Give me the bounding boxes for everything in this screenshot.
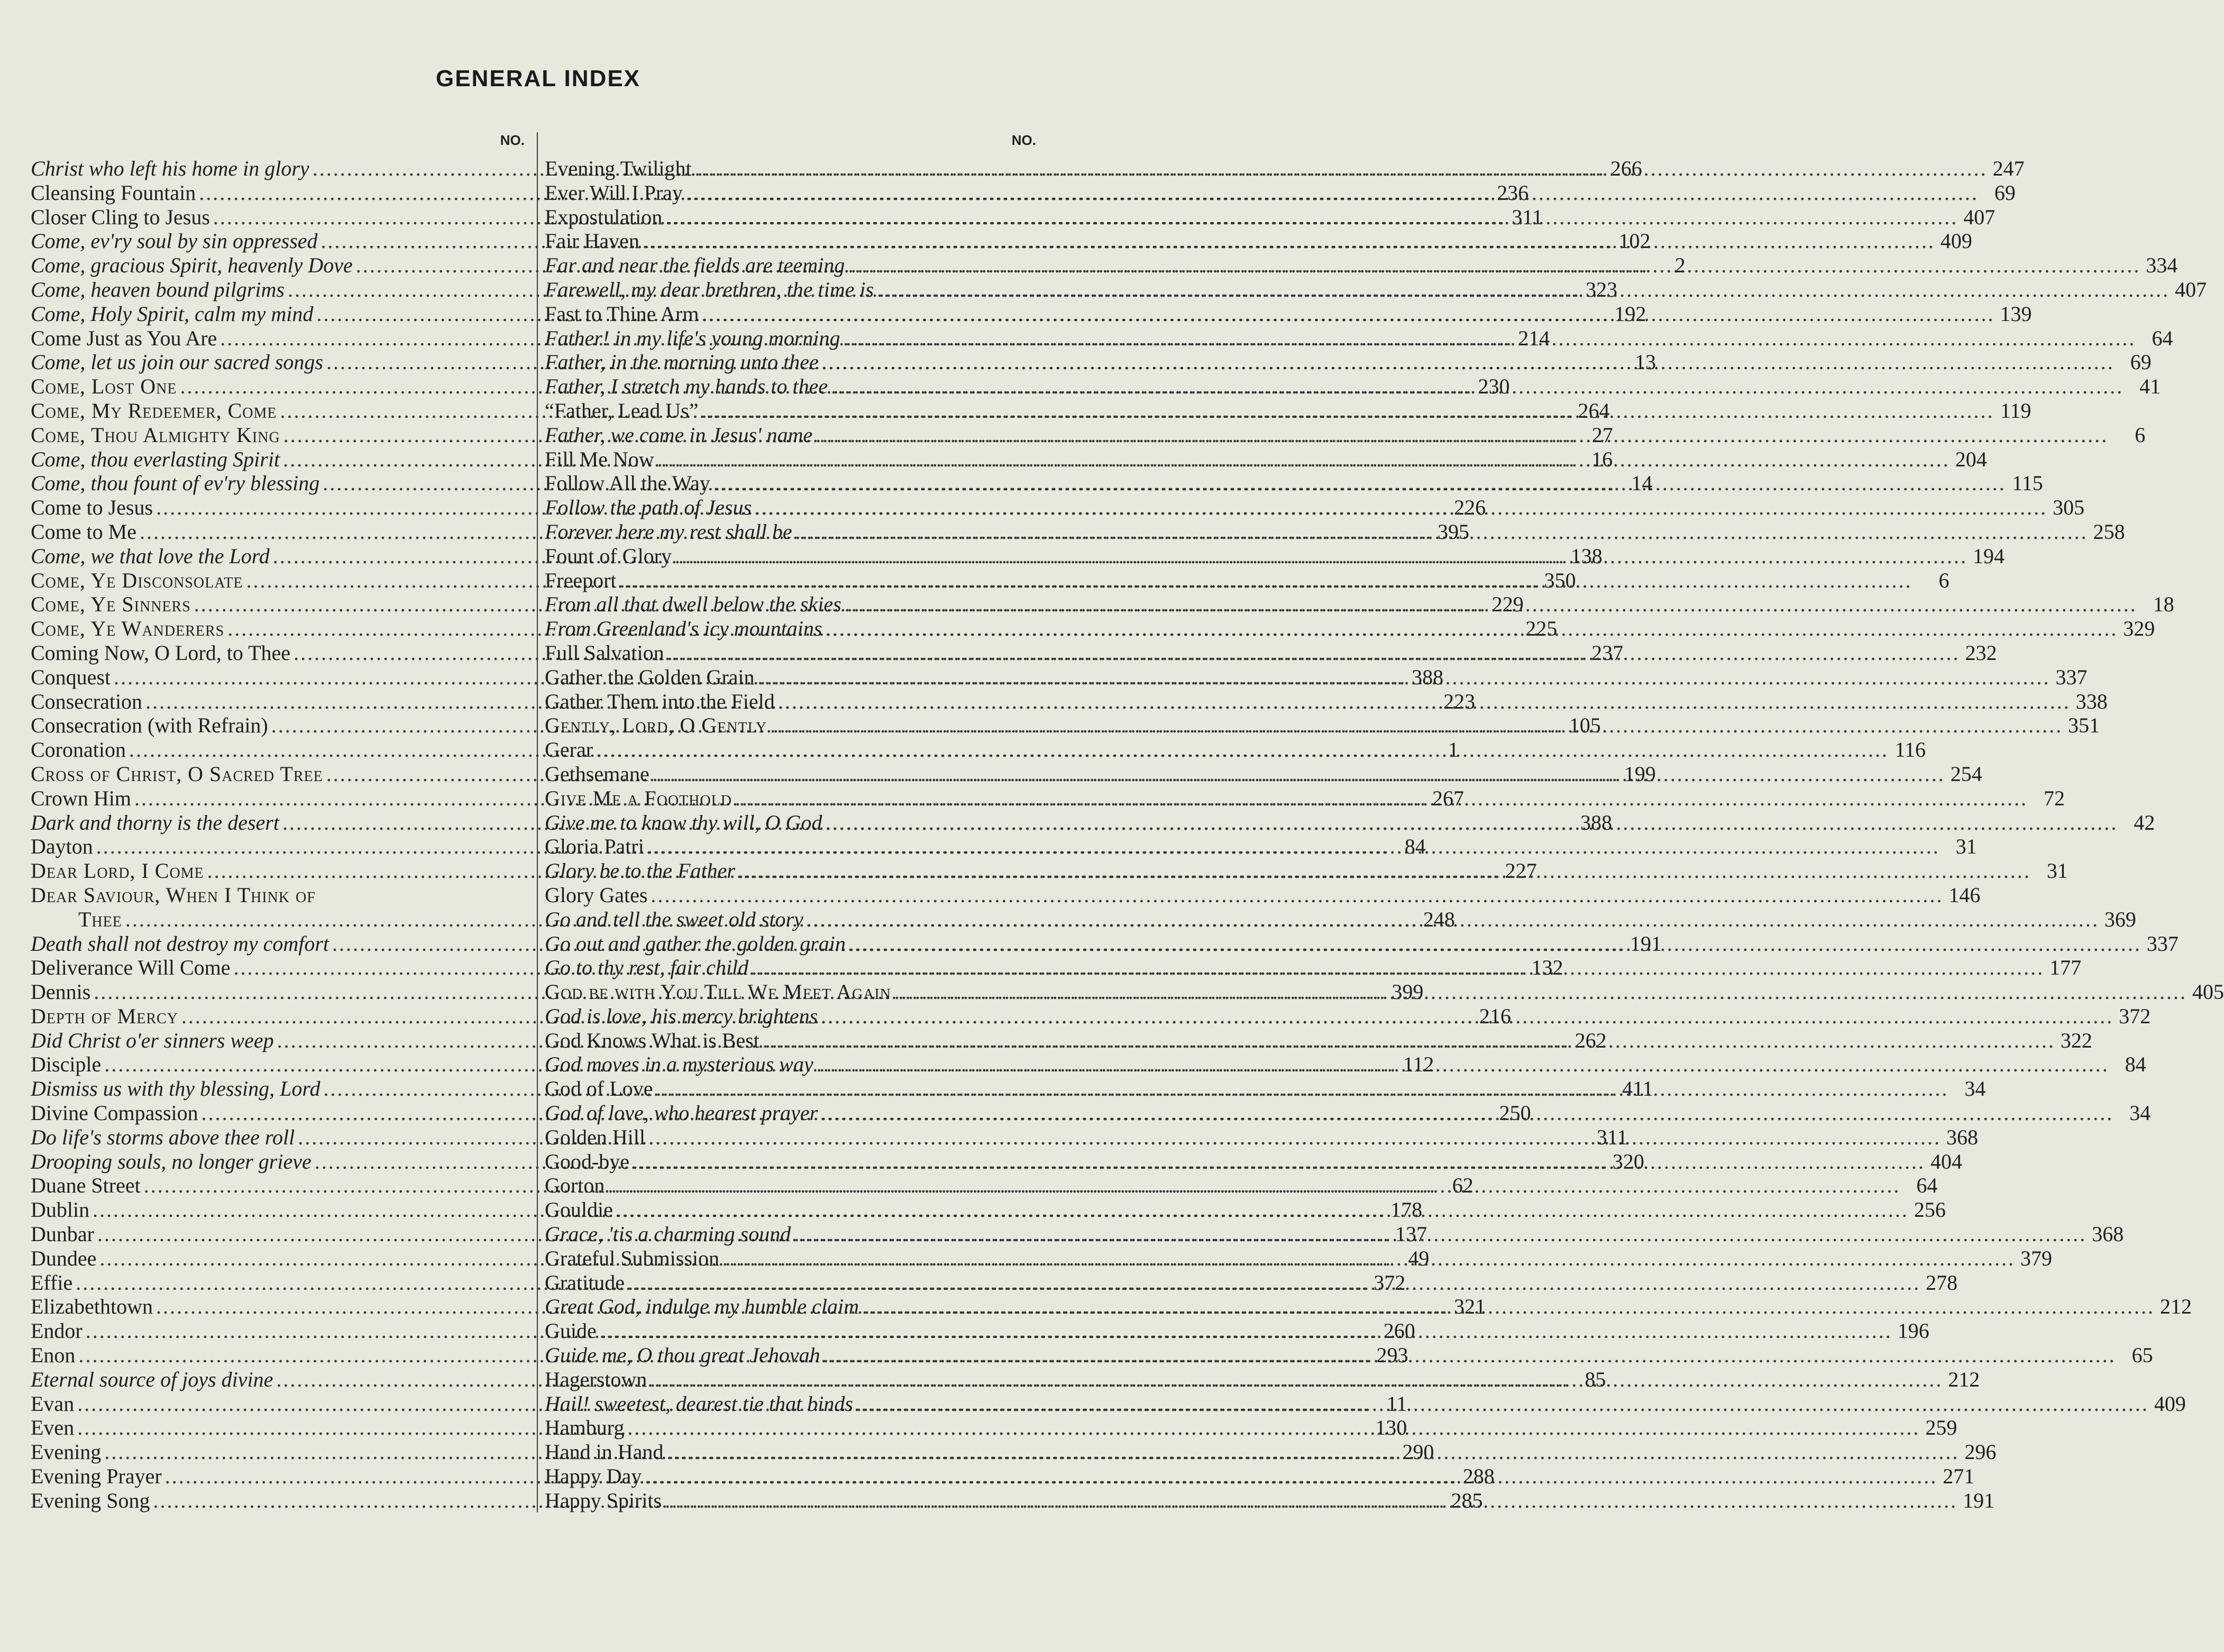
- entry-title: Come, Ye Sinners: [31, 592, 191, 617]
- dot-leader: [665, 1489, 1957, 1513]
- entry-number: 69: [2130, 350, 2152, 374]
- entry-number: 278: [1926, 1270, 1958, 1295]
- entry-title: Golden Hill: [545, 1125, 645, 1149]
- entry-title: Come, thou fount of ev'ry blessing: [31, 471, 320, 495]
- entry-title: “Father, Lead Us”: [545, 398, 699, 423]
- entry-number: 285: [1451, 1488, 1483, 1512]
- entry-title: Depth of Mercy: [31, 1004, 178, 1028]
- entry-title: Come, Holy Spirit, calm my mind: [31, 301, 314, 326]
- number-header-right: NO.: [1011, 132, 1036, 148]
- entry-title: Come, Lost One: [31, 374, 177, 399]
- entry-title: Gorton: [545, 1173, 605, 1198]
- dot-leader: [686, 181, 1979, 205]
- entry-title: From Greenland's icy mountains: [545, 617, 822, 641]
- entry-number: 260: [1383, 1319, 1415, 1343]
- entry-title: Gratitude: [545, 1270, 625, 1295]
- dot-leader: [643, 229, 1935, 253]
- dot-leader: [862, 1295, 2155, 1319]
- entry-number: 232: [1965, 640, 1997, 665]
- dot-leader: [695, 157, 1988, 181]
- entry-number: 31: [1955, 834, 1977, 859]
- entry-title: Fount of Glory: [545, 544, 672, 568]
- entry-title: Gently, Lord, O Gently: [545, 713, 767, 738]
- entry-title: Come Just as You Are: [31, 326, 217, 350]
- entry-title: Come to Jesus: [31, 495, 153, 520]
- entry-number: 27: [1591, 423, 1613, 447]
- entry-title: Disciple: [31, 1052, 102, 1077]
- entry-number: 191: [1630, 931, 1662, 956]
- entry-number: 212: [1948, 1367, 1980, 1391]
- entry-number: 16: [1591, 447, 1613, 471]
- entry-title: God is love, his mercy brightens: [545, 1004, 818, 1028]
- entry-number: 296: [1964, 1440, 1997, 1464]
- entry-title: Come, heaven bound pilgrims: [31, 277, 285, 301]
- entry-title: Dublin: [31, 1198, 90, 1222]
- dot-leader: [849, 932, 2141, 956]
- entry-title: Give me to know thy will, O God: [545, 810, 822, 834]
- dot-leader: [608, 1173, 1900, 1198]
- entry-title: Cleansing Fountain: [31, 180, 196, 205]
- entry-number: 214: [1518, 326, 1550, 350]
- entry-number: 323: [1585, 277, 1617, 301]
- dot-leader: [648, 1125, 1941, 1150]
- entry-number: 254: [1950, 761, 1982, 786]
- entry-number: 320: [1612, 1149, 1644, 1173]
- entry-number: 192: [1614, 301, 1646, 326]
- dot-leader: [823, 1343, 2116, 1368]
- dot-leader: [656, 1077, 1948, 1101]
- dot-leader: [722, 1246, 2015, 1271]
- entry-number: 247: [1992, 157, 2025, 180]
- entry-number: 409: [2154, 1391, 2186, 1416]
- entry-number: 112: [1403, 1052, 1434, 1077]
- entry-number: 311: [1512, 205, 1543, 229]
- entry-title: Evening: [31, 1440, 102, 1464]
- entry-number: 405: [2192, 980, 2224, 1004]
- dot-leader: [738, 859, 2031, 883]
- entry-title: Forever here my rest shall be: [545, 519, 792, 544]
- entry-title: Happy Day: [545, 1464, 642, 1489]
- entry-number: 1: [1448, 738, 1459, 762]
- entry-title: Christ who left his home in glory: [31, 157, 309, 180]
- dot-leader: [600, 1319, 1892, 1343]
- entry-number: 388: [1580, 810, 1612, 834]
- entry-title: Cross of Christ, O Sacred Tree: [31, 761, 323, 786]
- entry-title: Follow All the Way: [545, 471, 710, 495]
- entry-title: Come, Thou Almighty King: [31, 423, 280, 447]
- dot-leader: [877, 278, 2170, 302]
- entry-title: Consecration (with Refrain): [31, 713, 268, 738]
- entry-title: Grateful Submission: [545, 1246, 719, 1270]
- entry-number: 216: [1479, 1004, 1511, 1028]
- entry-title: Go to thy rest, fair child: [545, 956, 749, 980]
- entry-title: Come, gracious Spirit, heavenly Dove: [31, 253, 353, 278]
- entry-number: 407: [2175, 277, 2207, 301]
- entry-number: 177: [2049, 956, 2082, 980]
- entry-number: 65: [2131, 1343, 2153, 1368]
- entry-number: 14: [1631, 471, 1653, 495]
- entry-title: Come to Me: [31, 519, 136, 544]
- dot-leader: [620, 568, 1912, 593]
- dot-leader: [807, 907, 2099, 932]
- entry-number: 196: [1897, 1319, 1929, 1343]
- dot-leader: [848, 253, 2140, 278]
- entry-number: 248: [1423, 907, 1455, 931]
- entry-number: 72: [2043, 786, 2065, 810]
- entry-number: 41: [2139, 374, 2161, 399]
- entry-title: Hamburg: [545, 1416, 625, 1440]
- entry-title: Evening Prayer: [31, 1464, 162, 1489]
- dot-leader: [665, 205, 1958, 230]
- entry-title: Divine Compassion: [31, 1101, 198, 1125]
- entry-title: God of love, who hearest prayer: [545, 1101, 818, 1125]
- entry-title: God of Love: [545, 1077, 653, 1101]
- entry-title: Father, in the morning unto thee: [545, 350, 819, 374]
- entry-number: 372: [2119, 1004, 2151, 1028]
- dot-leader: [667, 641, 1960, 665]
- entry-title: Dunbar: [31, 1222, 94, 1246]
- entry-number: 337: [2146, 931, 2179, 956]
- entry-title: Farewell, my dear brethren, the time is: [545, 277, 874, 301]
- entry-number: 229: [1491, 592, 1524, 617]
- dot-leader: [825, 617, 2118, 641]
- entry-number: 368: [1946, 1125, 1978, 1149]
- entry-number: 84: [1404, 834, 1426, 859]
- entry-title: Dayton: [31, 834, 93, 859]
- entry-title: Crown Him: [31, 786, 131, 810]
- entry-number: 368: [2092, 1222, 2124, 1246]
- entry-number: 226: [1454, 495, 1486, 520]
- entry-number: 256: [1914, 1198, 1946, 1222]
- entry-number: 399: [1392, 980, 1424, 1004]
- entry-title: Freeport: [545, 568, 617, 592]
- index-entry: [545, 883, 1981, 907]
- entry-title: Dundee: [31, 1246, 97, 1270]
- entry-title: Do life's storms above thee roll: [31, 1125, 295, 1149]
- entry-title: Closer Cling to Jesus: [31, 205, 210, 229]
- dot-leader: [645, 1464, 1937, 1489]
- entry-number: 404: [1930, 1149, 1962, 1173]
- entry-number: 264: [1578, 398, 1610, 423]
- entry-number: 138: [1570, 544, 1603, 568]
- entry-title: Happy Spirits: [545, 1488, 662, 1512]
- entry-number: 305: [2053, 495, 2085, 520]
- entry-title: Father, I stretch my hands to thee: [545, 374, 828, 399]
- entry-title: Coronation: [31, 738, 126, 762]
- entry-title: Go and tell the sweet old story: [545, 907, 803, 931]
- entry-number: 178: [1390, 1198, 1423, 1222]
- entry-number: 372: [1374, 1270, 1406, 1295]
- entry-title: Elizabethtown: [31, 1295, 153, 1319]
- entry-title: Fast to Thine Arm: [545, 301, 699, 326]
- entry-title: Dennis: [31, 980, 91, 1004]
- entry-number: 259: [1925, 1416, 1957, 1440]
- entry-number: 139: [2000, 301, 2032, 326]
- dot-leader: [845, 592, 2137, 617]
- dot-leader: [627, 1416, 1920, 1440]
- entry-number: 34: [1964, 1077, 1986, 1101]
- entry-number: 267: [1432, 786, 1464, 810]
- dot-leader: [713, 471, 2006, 495]
- entry-number: 85: [1585, 1367, 1606, 1391]
- entry-title: Fill Me Now: [545, 447, 654, 471]
- entry-title: God moves in a mysterious way: [545, 1052, 813, 1077]
- entry-number: 250: [1499, 1101, 1531, 1125]
- dot-leader: [856, 1392, 2149, 1416]
- entry-number: 18: [2153, 592, 2174, 617]
- entry-number: 322: [2060, 1028, 2092, 1052]
- entry-title: Gloria Patri: [545, 834, 644, 859]
- entry-title: Gethsemane: [545, 761, 649, 786]
- entry-title: Did Christ o'er sinners weep: [31, 1028, 274, 1052]
- entry-number: 204: [1955, 447, 1987, 471]
- entry-number: 64: [2152, 326, 2173, 350]
- entry-title: Go out and gather the golden grain: [545, 931, 846, 956]
- dot-leader: [633, 1150, 1925, 1174]
- entry-number: 223: [1443, 689, 1476, 713]
- entry-title: Gerar: [545, 738, 593, 762]
- entry-number: 191: [1963, 1488, 1995, 1512]
- entry-number: 146: [1948, 883, 1981, 907]
- entry-title: Father, we come in Jesus' name: [545, 423, 813, 447]
- entry-title: Evan: [31, 1391, 75, 1416]
- dot-leader: [628, 1271, 1920, 1295]
- dot-leader: [650, 1368, 1943, 1392]
- entry-title: Death shall not destroy my comfort: [31, 931, 330, 956]
- entry-title: Come, let us join our sacred songs: [31, 350, 323, 374]
- entry-title: Dear Lord, I Come: [31, 859, 204, 883]
- entry-title: Deliverance Will Come: [31, 956, 231, 980]
- entry-number: 293: [1376, 1343, 1408, 1368]
- entry-title: Guide: [545, 1319, 597, 1343]
- entry-number: 236: [1497, 180, 1529, 205]
- entry-title: Gather the Golden Grain: [545, 665, 755, 689]
- dot-leader: [657, 447, 1950, 472]
- entry-number: 321: [1454, 1295, 1486, 1319]
- dot-leader: [702, 302, 1994, 326]
- entry-title: Hail! sweetest, dearest tie that binds: [545, 1391, 853, 1416]
- page-title: GENERAL INDEX: [435, 66, 641, 91]
- entry-title: Eternal source of joys divine: [31, 1367, 273, 1391]
- entry-title: Dear Saviour, When I Think of: [31, 883, 316, 907]
- entry-title: Gather Them into the Field: [545, 689, 775, 713]
- entry-title: Drooping souls, no longer grieve: [31, 1149, 312, 1173]
- dot-leader: [822, 350, 2115, 374]
- dot-leader: [758, 665, 2051, 690]
- entry-title: Ever Will I Pray: [545, 180, 683, 205]
- entry-title: Expostulation: [545, 205, 663, 229]
- entry-number: 64: [1916, 1173, 1938, 1198]
- entry-number: 11: [1386, 1391, 1407, 1416]
- entry-number: 6: [1938, 568, 1950, 592]
- entry-title: Effie: [31, 1270, 73, 1295]
- entry-number: 42: [2134, 810, 2155, 834]
- dot-leader: [735, 786, 2028, 811]
- entry-title: Full Salvation: [545, 640, 664, 665]
- entry-title: Grace, 'tis a charming sound: [545, 1222, 791, 1246]
- dot-leader: [795, 520, 2088, 544]
- entry-number: 115: [2012, 471, 2043, 495]
- entry-number: 311: [1596, 1125, 1628, 1149]
- entry-number: 409: [1940, 229, 1972, 253]
- entry-title: Endor: [31, 1319, 83, 1343]
- dot-leader: [794, 1222, 2086, 1246]
- dot-leader: [666, 1440, 1959, 1464]
- dot-leader: [770, 713, 2063, 738]
- entry-number: 31: [2046, 859, 2068, 883]
- entry-number: 262: [1575, 1028, 1607, 1052]
- dot-leader: [702, 399, 1994, 423]
- entry-number: 199: [1624, 761, 1656, 786]
- entry-title: Evening Song: [31, 1488, 150, 1512]
- dot-leader: [821, 1004, 2113, 1029]
- entry-number: 13: [1634, 350, 1656, 374]
- dot-leader: [647, 834, 1940, 859]
- entry-number: 351: [2068, 713, 2100, 738]
- dot-leader: [651, 883, 1943, 907]
- entry-number: 388: [1412, 665, 1444, 689]
- entry-title: Follow the path of Jesus: [545, 495, 752, 520]
- entry-number: 132: [1531, 956, 1563, 980]
- dot-leader: [653, 762, 1945, 786]
- entry-title: Come, thou everlasting Spirit: [31, 447, 280, 471]
- dot-leader: [817, 1052, 2109, 1077]
- entry-number: 212: [2159, 1295, 2192, 1319]
- entry-title: Consecration: [31, 689, 143, 713]
- entry-title: Good-bye: [545, 1149, 629, 1173]
- entry-number: 102: [1618, 229, 1651, 253]
- entry-number: 369: [2104, 907, 2136, 931]
- entry-title: Glory be to the Father: [545, 859, 735, 883]
- entry-number: 137: [1395, 1222, 1427, 1246]
- entry-number: 69: [1994, 180, 2016, 205]
- entry-number: 337: [2055, 665, 2088, 689]
- dot-leader: [596, 738, 1889, 762]
- entry-title: Hagerstown: [545, 1367, 647, 1391]
- entry-title: God be with You Till We Meet Again: [545, 980, 891, 1004]
- index-entry: [545, 738, 1926, 762]
- entry-number: 116: [1894, 738, 1926, 762]
- entry-number: 329: [2123, 617, 2155, 641]
- entry-title: Father! in my life's young morning: [545, 326, 840, 350]
- entry-number: 395: [1437, 519, 1469, 544]
- entry-number: 288: [1462, 1464, 1495, 1489]
- entry-title: Conquest: [31, 665, 111, 689]
- entry-title: Hand in Hand: [545, 1440, 664, 1464]
- entry-title: Dismiss us with thy blessing, Lord: [31, 1077, 321, 1101]
- entry-number: 62: [1452, 1173, 1473, 1198]
- entry-number: 379: [2020, 1246, 2052, 1270]
- entry-number: 290: [1402, 1440, 1434, 1464]
- entry-number: 2: [1674, 253, 1686, 278]
- entry-title: Enon: [31, 1343, 76, 1368]
- entry-number: 194: [1973, 544, 2005, 568]
- entry-title: Glory Gates: [545, 883, 648, 907]
- entry-title: Come, we that love the Lord: [31, 544, 270, 568]
- entry-title: Great God, indulge my humble claim: [545, 1295, 859, 1319]
- entry-title: Far and near the fields are teeming: [545, 253, 845, 278]
- entry-title: Come, Ye Wanderers: [31, 617, 225, 641]
- entry-number: 49: [1408, 1246, 1430, 1270]
- entry-number: 230: [1478, 374, 1510, 399]
- dot-leader: [816, 423, 2108, 447]
- entry-title: Dark and thorny is the desert: [31, 810, 279, 834]
- entry-number: 271: [1943, 1464, 1975, 1489]
- entry-title: Thee: [78, 907, 122, 931]
- entry-number: 130: [1375, 1416, 1407, 1440]
- entry-title: God Knows What is Best: [545, 1028, 759, 1052]
- entry-number: 119: [2000, 398, 2031, 423]
- dot-leader: [821, 1101, 2113, 1125]
- entry-number: 258: [2093, 519, 2125, 544]
- entry-title: Guide me, O thou great Jehovah: [545, 1343, 820, 1368]
- entry-number: 407: [1963, 205, 1996, 229]
- entry-number: 237: [1591, 640, 1624, 665]
- entry-number: 225: [1525, 617, 1558, 641]
- entry-number: 411: [1622, 1077, 1653, 1101]
- entry-title: Come, Ye Disconsolate: [31, 568, 243, 592]
- entry-number: 266: [1610, 157, 1642, 180]
- entry-number: 350: [1544, 568, 1576, 592]
- entry-number: 34: [2129, 1101, 2151, 1125]
- dot-leader: [778, 690, 2071, 714]
- index-entry: [31, 883, 528, 907]
- entry-title: Come, My Redeemer, Come: [31, 398, 277, 423]
- dot-leader: [831, 374, 2124, 399]
- entry-number: 338: [2075, 689, 2108, 713]
- entry-title: Give Me a Foothold: [545, 786, 732, 810]
- dot-leader: [755, 495, 2047, 520]
- dot-leader: [675, 544, 1967, 568]
- entry-title: Come, ev'ry soul by sin oppressed: [31, 229, 318, 253]
- entry-title: From all that dwell below the skies: [545, 592, 841, 617]
- entry-title: Gouldie: [545, 1198, 613, 1222]
- dot-leader: [894, 980, 2187, 1004]
- dot-leader: [763, 1029, 2055, 1053]
- entry-number: 105: [1569, 713, 1601, 738]
- entry-title: Even: [31, 1416, 75, 1440]
- entry-title: Evening Twilight: [545, 157, 692, 180]
- number-header-left: NO.: [500, 132, 525, 148]
- entry-number: 334: [2146, 253, 2178, 278]
- index-entry: [545, 253, 2178, 278]
- entry-title: Fair Haven: [545, 229, 639, 253]
- entry-title: Duane Street: [31, 1173, 141, 1198]
- dot-leader: [752, 956, 2044, 980]
- entry-title: Coming Now, O Lord, to Thee: [31, 640, 291, 665]
- entry-number: 227: [1505, 859, 1537, 883]
- entry-number: 84: [2125, 1052, 2146, 1077]
- dot-leader: [843, 326, 2136, 351]
- entry-number: 6: [2135, 423, 2146, 447]
- dot-leader: [825, 811, 2118, 835]
- dot-leader: [616, 1198, 1909, 1222]
